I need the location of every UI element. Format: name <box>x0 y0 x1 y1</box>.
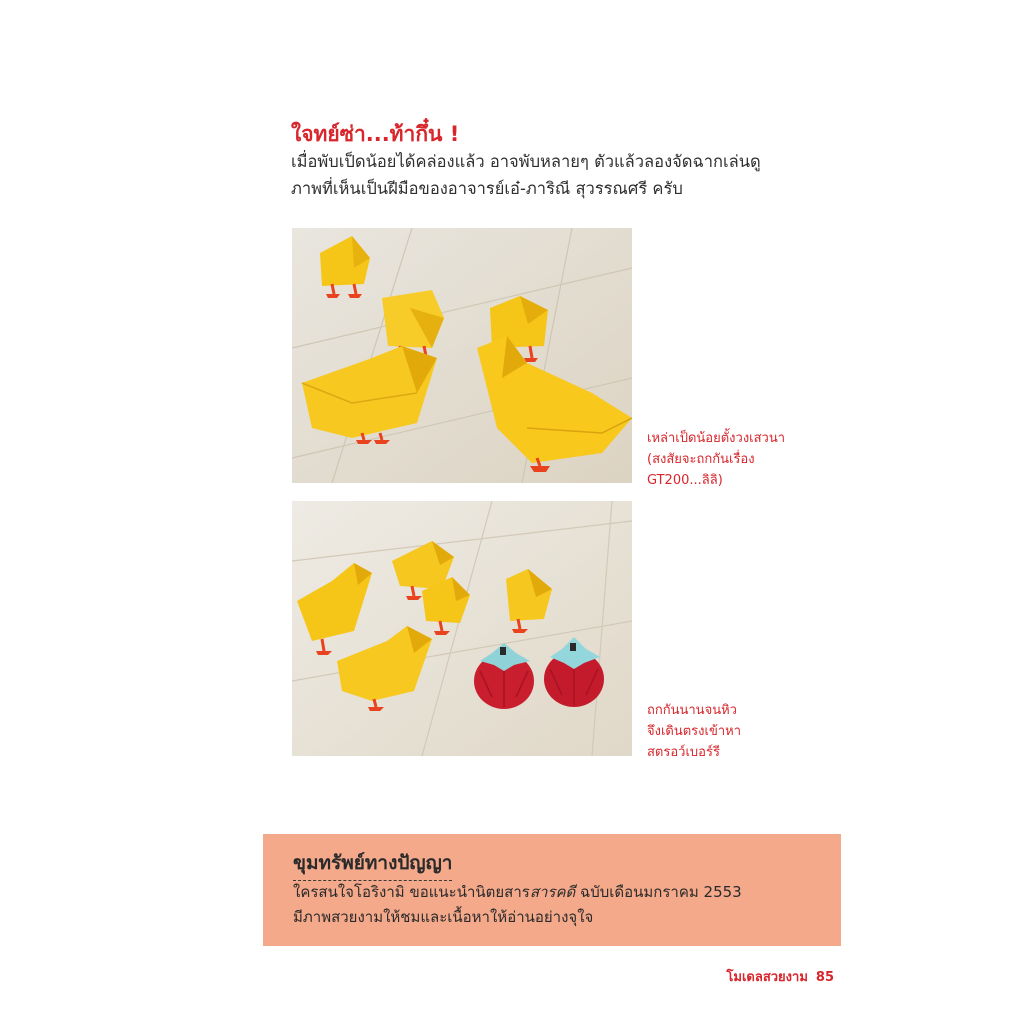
tip-line-1 <box>293 880 833 905</box>
page-number: 85 <box>815 970 834 985</box>
photo-ducks-gathering <box>292 228 632 483</box>
photo1-caption <box>647 428 827 491</box>
caption-line: GT200...ลิลิ) <box>647 473 723 488</box>
section-name: โมเดลสวยงาม <box>726 970 808 985</box>
caption-line: สตรอว์เบอร์รี <box>647 745 720 760</box>
page-footer <box>718 966 834 987</box>
caption-line: (สงสัยจะถกกันเรื่อง <box>647 452 755 467</box>
intro-paragraph <box>291 148 851 202</box>
tip-text <box>293 880 833 930</box>
tip-line-1-end: ฉบับเดือนมกราคม 2553 <box>575 883 742 901</box>
caption-line: ถกกันนานจนหิว <box>647 703 737 718</box>
tip-box <box>263 834 841 946</box>
photo-ducks-strawberries <box>292 501 632 756</box>
tip-line-2: มีภาพสวยงามให้ชมและเนื้อหาให้อ่านอย่างจุใจ <box>293 908 594 926</box>
intro-line-2: ภาพที่เห็นเป็นฝีมือของอาจารย์เอ๋-ภาริณี สุวรรณศรี ครับ <box>291 179 683 198</box>
caption-line: จึงเดินตรงเข้าหา <box>647 724 742 739</box>
tip-line-1-start: ใครสนใจโอริงามิ ขอแนะนำนิตยสาร <box>293 883 530 901</box>
caption-line: เหล่าเป็ดน้อยตั้งวงเสวนา <box>647 431 786 446</box>
tip-title: ขุมทรัพย์ทางปัญญา <box>293 848 452 881</box>
intro-line-1: เมื่อพับเป็ดน้อยได้คล่องแล้ว อาจพับหลายๆ ตัวแล้วลองจัดฉากเล่นดู <box>291 152 761 171</box>
page-heading: ใจทย์ซ่า...ท้ากึ๋น ! <box>291 122 460 146</box>
magazine-name: สารคดี <box>529 883 576 901</box>
photo2-caption <box>647 700 827 763</box>
